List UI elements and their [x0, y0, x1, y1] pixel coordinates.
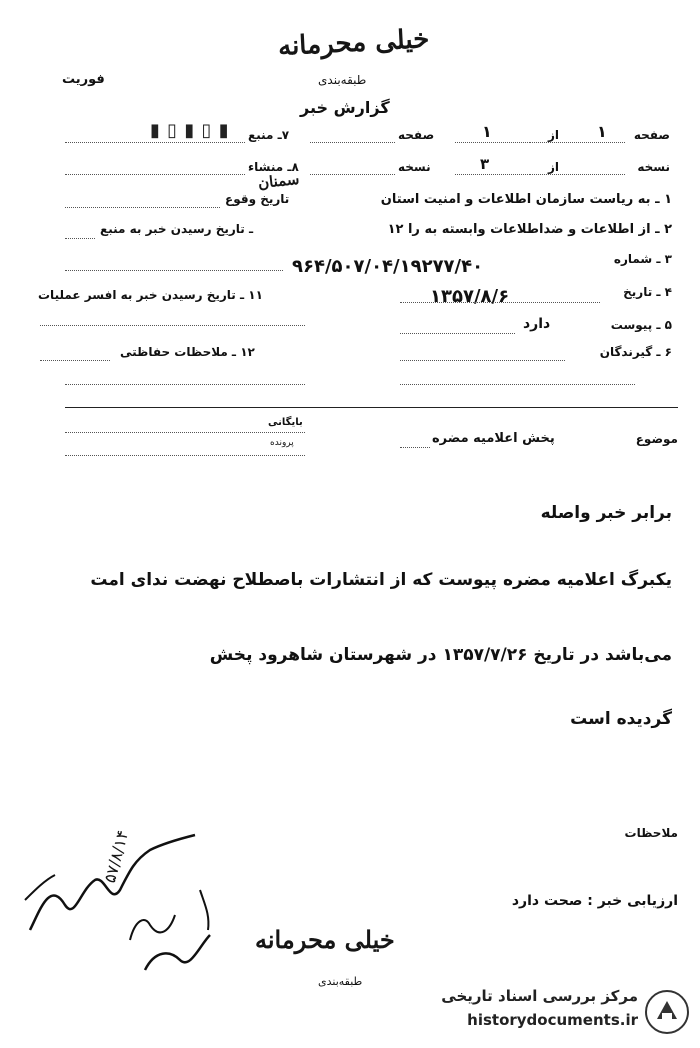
body-line-1: برابر خبر واصله [540, 503, 672, 523]
page2-label: صفحه [398, 128, 435, 142]
section-divider [65, 407, 678, 408]
watermark-site: historydocuments.ir [467, 1011, 638, 1029]
page-label: صفحه [633, 128, 670, 142]
copy-label: نسخه [637, 160, 670, 174]
field-1-right: تاریخ وقوع [225, 192, 290, 206]
urgency-label: فوریت [62, 72, 105, 87]
evaluation-text: ارزیابی خبر : صحت دارد [511, 893, 678, 909]
body-line-4: گردیده است [570, 709, 672, 729]
field-4: ۴ ـ تاریخ [623, 285, 672, 299]
classification-label-top: طبقه‌بندی [318, 73, 367, 87]
field-3: ۳ ـ شماره [613, 252, 672, 266]
of-value: ۱ [482, 122, 492, 141]
body-line-3: می‌باشد در تاریخ ۱۳۵۷/۷/۲۶ در شهرستان شاهرود پخش [209, 645, 672, 665]
field-4-value: ۱۳۵۷/۸/۶ [430, 286, 510, 307]
origin-label: ۸ـ منشاء [248, 160, 299, 174]
field-12: ۱۲ ـ ملاحظات حفاظتی [120, 345, 255, 359]
handwritten-date: ۵۷/۸/۱۴ [100, 828, 133, 885]
field-3-value: ۹۶۴/۵۰۷/۰۴/۱۹۲۷۷/۴۰ [292, 256, 484, 277]
watermark [430, 985, 690, 1041]
classification-stamp-bottom: خیلی محرمانه [255, 925, 395, 954]
source-redacted: ▮ ▯ ▮ ▯ ▮ [150, 120, 230, 141]
subject-value: پخش اعلامیه مضره [432, 431, 555, 446]
field-5: ۵ ـ پیوست [610, 318, 672, 332]
archive-label: بایگانی [268, 417, 303, 428]
field-1: ۱ ـ به ریاست سازمان اطلاعات و امنیت استان [380, 192, 672, 207]
source-label: ۷ـ منبع [248, 128, 290, 142]
copy-of-label: از [548, 160, 560, 174]
origin-value: سمنان [257, 169, 301, 193]
copy2-label: نسخه [398, 160, 431, 174]
field-5-value: دارد [523, 316, 551, 332]
field-2: ۲ ـ از اطلاعات و ضداطلاعات وابسته به را ۱۲ [387, 222, 672, 237]
watermark-logo-icon [644, 989, 690, 1035]
remarks-label: ملاحظات [624, 826, 678, 840]
subject-label: موضوع [635, 432, 678, 446]
page-value: ۱ [597, 122, 607, 141]
of-label: از [548, 128, 560, 142]
field-11: ۱۱ ـ تاریخ رسیدن خبر به افسر عملیات [38, 288, 263, 302]
archive-sub-label: پرونده [270, 438, 294, 448]
field-2-right: ـ تاریخ رسیدن خبر به منبع [100, 222, 254, 236]
classification-stamp-top: خیلی محرمانه [277, 24, 431, 62]
form-title: گزارش خبر [300, 98, 390, 117]
watermark-org: مرکز بررسی اسناد تاریخی [441, 987, 638, 1005]
body-line-2: یکبرگ اعلامیه مضره پیوست که از انتشارات باصطلاح نهضت ندای امت [90, 570, 672, 590]
classification-label-bottom: طبقه‌بندی [318, 975, 363, 988]
field-6: ۶ ـ گیرندگان [599, 345, 672, 359]
copy-of-value: ۳ [480, 155, 490, 173]
